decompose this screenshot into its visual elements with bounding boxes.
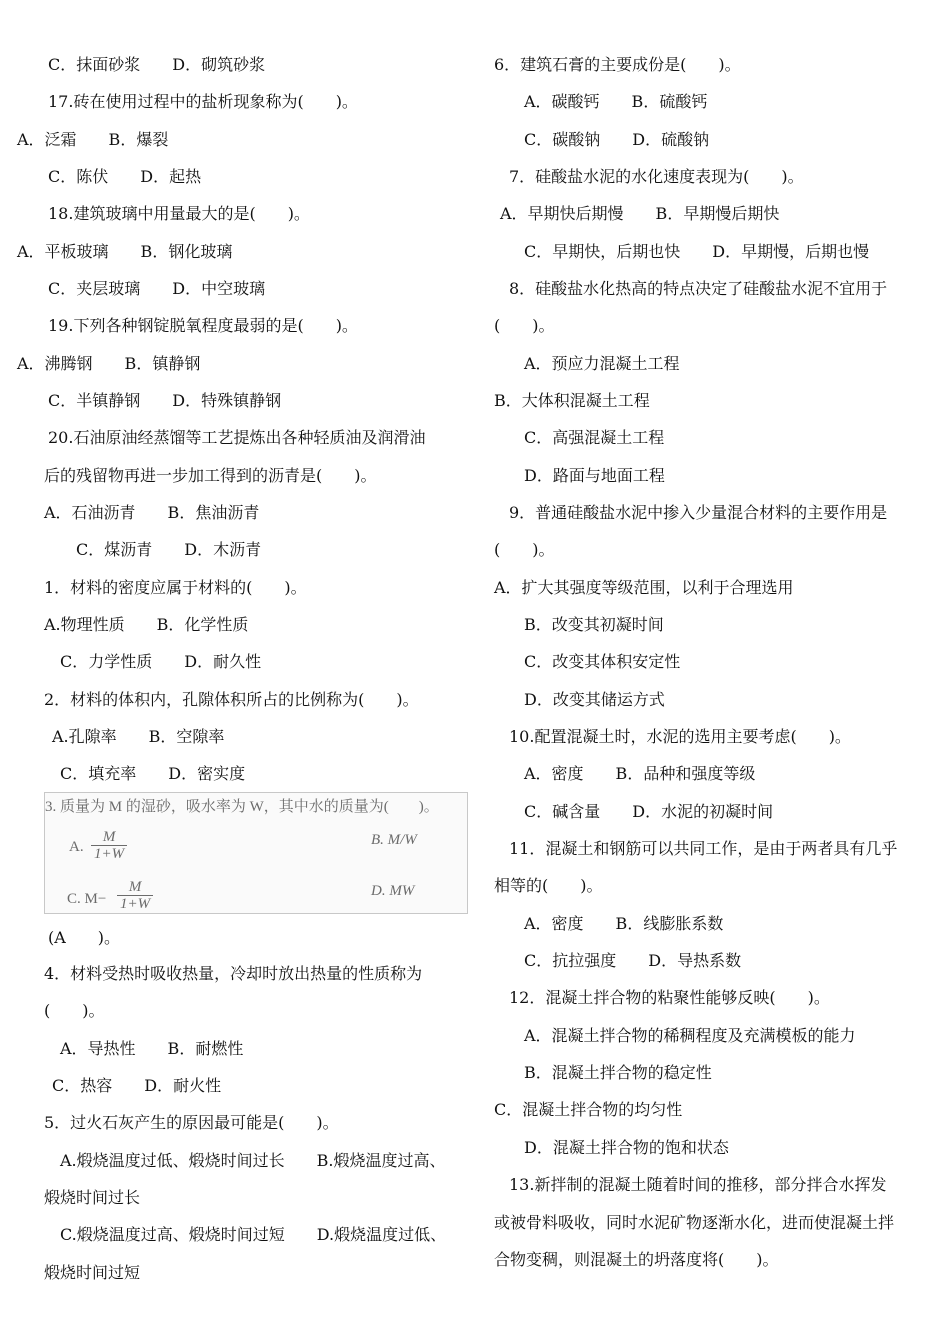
right-line-31: 13.新拌制的混凝土随着时间的推移，部分拌合水挥发 — [509, 1175, 887, 1194]
left-line-17: C．力学性质 D．耐久性 — [60, 652, 262, 671]
left-line-19: A.孔隙率 B．空隙率 — [52, 727, 225, 746]
left-line-9: A．沸腾钢 B．镇静钢 — [17, 354, 201, 373]
right-line-27: A．混凝土拌合物的稀稠程度及充满模板的能力 — [524, 1026, 856, 1045]
right-line-8: ( )。 — [494, 316, 555, 335]
left-line-22: 4．材料受热时吸收热量，冷却时放出热量的性质称为 — [44, 964, 423, 983]
option-c-numerator: M — [117, 879, 153, 896]
right-line-2: A．碳酸钙 B．硫酸钙 — [524, 92, 708, 111]
left-line-28: 煅烧时间过长 — [44, 1188, 141, 1207]
right-line-16: B．改变其初凝时间 — [524, 615, 664, 634]
left-line-2: 17.砖在使用过程中的盐析现象称为( )。 — [48, 92, 358, 111]
left-line-3: A．泛霜 B．爆裂 — [17, 130, 169, 149]
right-line-13: 9．普通硅酸盐水泥中掺入少量混合材料的主要作用是 — [509, 503, 888, 522]
right-line-30: D．混凝土拌合物的饱和状态 — [524, 1138, 729, 1157]
right-line-26: 12．混凝土拌合物的粘聚性能够反映( )。 — [509, 988, 830, 1007]
left-line-23: ( )。 — [44, 1001, 105, 1020]
left-line-10: C．半镇静钢 D．特殊镇静钢 — [48, 391, 282, 410]
right-line-3: C．碳酸钠 D．硫酸钠 — [524, 130, 710, 149]
question-3-image — [44, 792, 468, 914]
option-c-fraction — [117, 879, 153, 912]
option-a-fraction — [91, 829, 127, 862]
right-line-14: ( )。 — [494, 540, 555, 559]
question-3-stem: 3. 质量为 M 的湿砂，吸水率为 W，其中水的质量为( )。 — [45, 799, 439, 815]
option-a-label: A. — [69, 839, 84, 855]
right-line-15: A．扩大其强度等级范围，以利于合理选用 — [494, 578, 794, 597]
left-line-12: 后的残留物再进一步加工得到的沥青是( )。 — [44, 466, 377, 485]
right-line-4: 7．硅酸盐水泥的水化速度表现为( )。 — [509, 167, 804, 186]
left-line-7: C．夹层玻璃 D．中空玻璃 — [48, 279, 266, 298]
right-line-7: 8．硅酸盐水化热高的特点决定了硅酸盐水泥不宜用于 — [509, 279, 888, 298]
left-line-27: A.煅烧温度过低、煅烧时间过长 B.煅烧温度过高、 — [60, 1151, 446, 1170]
left-line-15: 1．材料的密度应属于材料的( )。 — [44, 578, 307, 597]
left-line-8: 19.下列各种钢锭脱氧程度最弱的是( )。 — [48, 316, 358, 335]
right-line-20: A．密度 B．品种和强度等级 — [524, 764, 756, 783]
left-line-30: 煅烧时间过短 — [44, 1263, 141, 1282]
left-line-25: C．热容 D．耐火性 — [52, 1076, 222, 1095]
right-line-1: 6．建筑石膏的主要成份是( )。 — [494, 55, 741, 74]
right-line-25: C．抗拉强度 D．导热系数 — [524, 951, 742, 970]
left-line-14: C．煤沥青 D．木沥青 — [76, 540, 262, 559]
left-line-24: A．导热性 B．耐燃性 — [60, 1039, 244, 1058]
left-line-13: A．石油沥青 B．焦油沥青 — [44, 503, 260, 522]
left-line-21: (A )。 — [48, 928, 121, 947]
option-a-denominator: 1+W — [94, 846, 125, 862]
left-line-26: 5．过火石灰产生的原因最可能是( )。 — [44, 1113, 339, 1132]
option-d: D. MW — [371, 883, 415, 899]
right-line-21: C．碱含量 D．水泥的初凝时间 — [524, 802, 774, 821]
right-line-19: 10.配置混凝土时，水泥的选用主要考虑( )。 — [509, 727, 851, 746]
left-line-6: A．平板玻璃 B．钢化玻璃 — [17, 242, 233, 261]
left-line-16: A.物理性质 B．化学性质 — [44, 615, 249, 634]
right-line-17: C．改变其体积安定性 — [524, 652, 681, 671]
right-line-11: C．高强混凝土工程 — [524, 428, 665, 447]
option-c-label: C. M− — [67, 891, 107, 907]
right-line-33: 合物变稠，则混凝土的坍落度将( )。 — [494, 1250, 779, 1269]
right-line-12: D．路面与地面工程 — [524, 466, 665, 485]
left-line-1: C．抹面砂浆 D．砌筑砂浆 — [48, 55, 266, 74]
right-line-29: C．混凝土拌合物的均匀性 — [494, 1100, 683, 1119]
left-line-29: C.煅烧温度过高、煅烧时间过短 D.煅烧温度过低、 — [60, 1225, 447, 1244]
right-line-9: A．预应力混凝土工程 — [524, 354, 680, 373]
left-line-20: C．填充率 D．密实度 — [60, 764, 246, 783]
right-line-10: B．大体积混凝土工程 — [494, 391, 650, 410]
left-line-18: 2．材料的体积内，孔隙体积所占的比例称为( )。 — [44, 690, 419, 709]
right-line-22: 11．混凝土和钢筋可以共同工作，是由于两者具有几乎 — [509, 839, 898, 858]
right-line-5: A．早期快后期慢 B．早期慢后期快 — [500, 204, 780, 223]
right-line-23: 相等的( )。 — [494, 876, 603, 895]
left-line-5: 18.建筑玻璃中用量最大的是( )。 — [48, 204, 310, 223]
right-line-28: B．混凝土拌合物的稳定性 — [524, 1063, 712, 1082]
option-a-numerator: M — [91, 829, 127, 846]
option-c-denominator: 1+W — [120, 896, 151, 912]
left-line-4: C．陈伏 D．起热 — [48, 167, 202, 186]
left-line-11: 20.石油原油经蒸馏等工艺提炼出各种轻质油及润滑油 — [48, 428, 426, 447]
right-line-24: A．密度 B．线膨胀系数 — [524, 914, 724, 933]
right-line-32: 或被骨料吸收，同时水泥矿物逐渐水化，进而使混凝土拌 — [494, 1213, 895, 1232]
right-line-18: D．改变其储运方式 — [524, 690, 665, 709]
option-b: B. M/W — [371, 832, 417, 848]
right-line-6: C．早期快，后期也快 D．早期慢，后期也慢 — [524, 242, 870, 261]
